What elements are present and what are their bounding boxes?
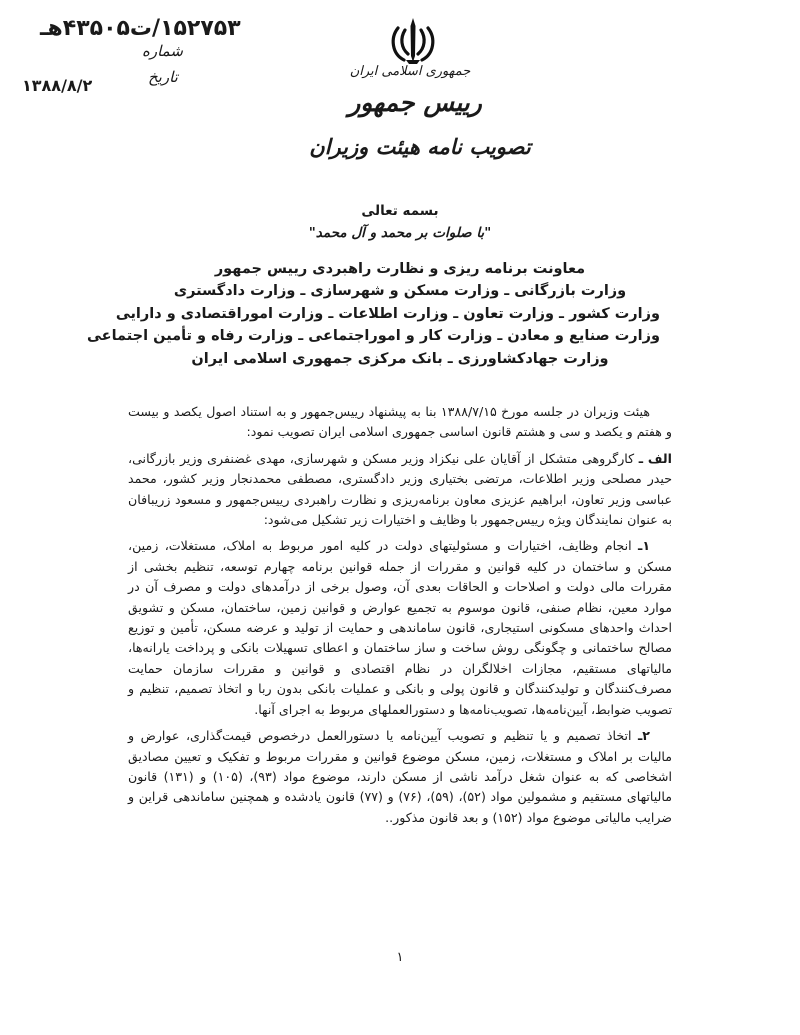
document-type-title: تصویب نامه هیئت وزیران: [309, 134, 531, 159]
recipients-list: [87, 258, 660, 370]
recipient-line: وزارت کشور ـ وزارت تعاون ـ وزارت اطلاعات ـ وزارت اموراقتصادی و دارایی: [115, 305, 660, 322]
recipient-line: معاونت برنامه ریزی و نظارت راهبردی رییس جمهور: [214, 261, 586, 277]
reference-number: ۱۵۲۷۵۳/ت۴۳۵۰۵هـ: [40, 16, 241, 41]
salawat-line: "با صلوات بر محمد و آل محمد": [308, 225, 492, 241]
section-alef-text: کارگروهی متشکل از آقایان علی نیکزاد وزیر مسکن و شهرسازی، مهدی غضنفری وزیر بازرگانی، حیدر مصلحی وزیر اطلاعات، مرتضی بختیاری وزیر دادگستری، مصطفی محمدنجار وزیر کشور، محمد عباسی وزیر تعاون، ابراهیم عزیزی معاون برنامه‌ریزی و نظارت راهبردی رییس‌جمهور و مسعود زریبافان به عنوان نمایندگان ویژه رییس‌جمهور با وظایف و اختیارات زیر تشکیل می‌شود:: [128, 450, 672, 528]
section-alef-label: الف ـ: [638, 450, 672, 466]
item-1-paragraph: [128, 536, 672, 720]
item-1-text: انجام وظایف، اختیارات و مسئولیتهای دولت در کلیه امور مربوط به املاک، مستغلات، زمین، مسکن و ساختمان در کلیه قوانین و مقررات از جمله قوانین برنامه چهارم توسعه، تنظیم بخشی از مقررات مالی دولت و اصلاحات و الحاقات بعدی آن، وصول برخی از درآمدهای دولت و مصرف آن در موارد معین، نظام صنفی، قانون موسوم به تجمیع عوارض و قوانین زمین، ساختمان، مسکن و تشویق احداث واحدهای مسکونی استیجاری، قانون ساماندهی و حمایت از تولید و عرضه مسکن، تأمین و توزیع مصالح ساختمانی و چگونگی روش ساخت و ساز ساختمان و اعطای تسهیلات بانکی و پرداخت یارانه‌ها، مالیاتهای مستقیم، مجازات اخلالگران در نظام اقتصادی و قوانین و مقررات سازمان حمایت مصرف‌کنندگان و تولیدکنندگان و قانون پولی و بانکی و عملیات بانکی بدون ربا و اتخاذ تصمیم، تنظیم و تصویب ضوابط، آیین‌نامه‌ها، تصویب‌نامه‌ها و دستورالعملهای مربوط به اجرای آنها.: [128, 538, 672, 717]
item-2-label: ۲ـ: [637, 728, 650, 744]
page-number: ۱: [396, 950, 404, 965]
recipient-line: وزارت جهادکشاورزی ـ بانک مرکزی جمهوری اسلامی ایران: [191, 350, 609, 367]
item-2-paragraph: [128, 726, 672, 828]
emblem-icon: [386, 14, 440, 68]
invocation-line: بسمه تعالی: [361, 203, 439, 219]
recipient-line: وزارت بازرگانی ـ وزارت مسکن و شهرسازی ـ وزارت دادگستری: [173, 283, 627, 300]
intro-paragraph: هیئت وزیران در جلسه مورخ ۱۳۸۸/۷/۱۵ بنا به پیشنهاد رییس‌جمهور و به استناد اصول یکصد و بیست و هفتم و یکصد و سی و هشتم قانون اساسی جمهوری اسلامی ایران تصویب نمود:: [128, 404, 672, 440]
item-2-text: اتخاذ تصمیم و یا تنظیم و تصویب آیین‌نامه یا دستورالعمل درخصوص قیمت‌گذاری، عوارض و مالیات بر املاک و مستغلات، زمین، مسکن موضوع قوانین و مقررات مربوط و تفکیک و تعیین مصادیق اشخاصی که به عنوان شغل درآمد ناشی از مسکن دارند، موضوع مواد (۹۳)، (۱۰۵) و (۱۳۱) قانون مالیاتهای مستقیم و مشمولین مواد (۵۲)، (۵۹)، (۷۶) و (۷۷) قانون یادشده و همچنین ساماندهی قراین و ضرایب مالیاتی موضوع مواد (۱۵۲) و بعد قانون مذکور..: [128, 728, 672, 825]
office-name: رییس جمهور: [348, 88, 482, 117]
invocation: [200, 200, 600, 244]
date-value: ۱۳۸۸/۸/۲: [22, 76, 93, 95]
section-alef-paragraph: [128, 449, 672, 531]
decree-body: [128, 402, 672, 834]
item-1-label: ۱ـ: [638, 538, 650, 554]
country-name: جمهوری اسلامی ایران: [349, 64, 471, 79]
recipient-line: وزارت صنایع و معادن ـ وزارت کار و اموراجتماعی ـ وزارت رفاه و تأمین اجتماعی: [87, 328, 660, 345]
date-label: تاریخ: [148, 68, 178, 86]
reference-number-label: شماره: [142, 42, 183, 60]
